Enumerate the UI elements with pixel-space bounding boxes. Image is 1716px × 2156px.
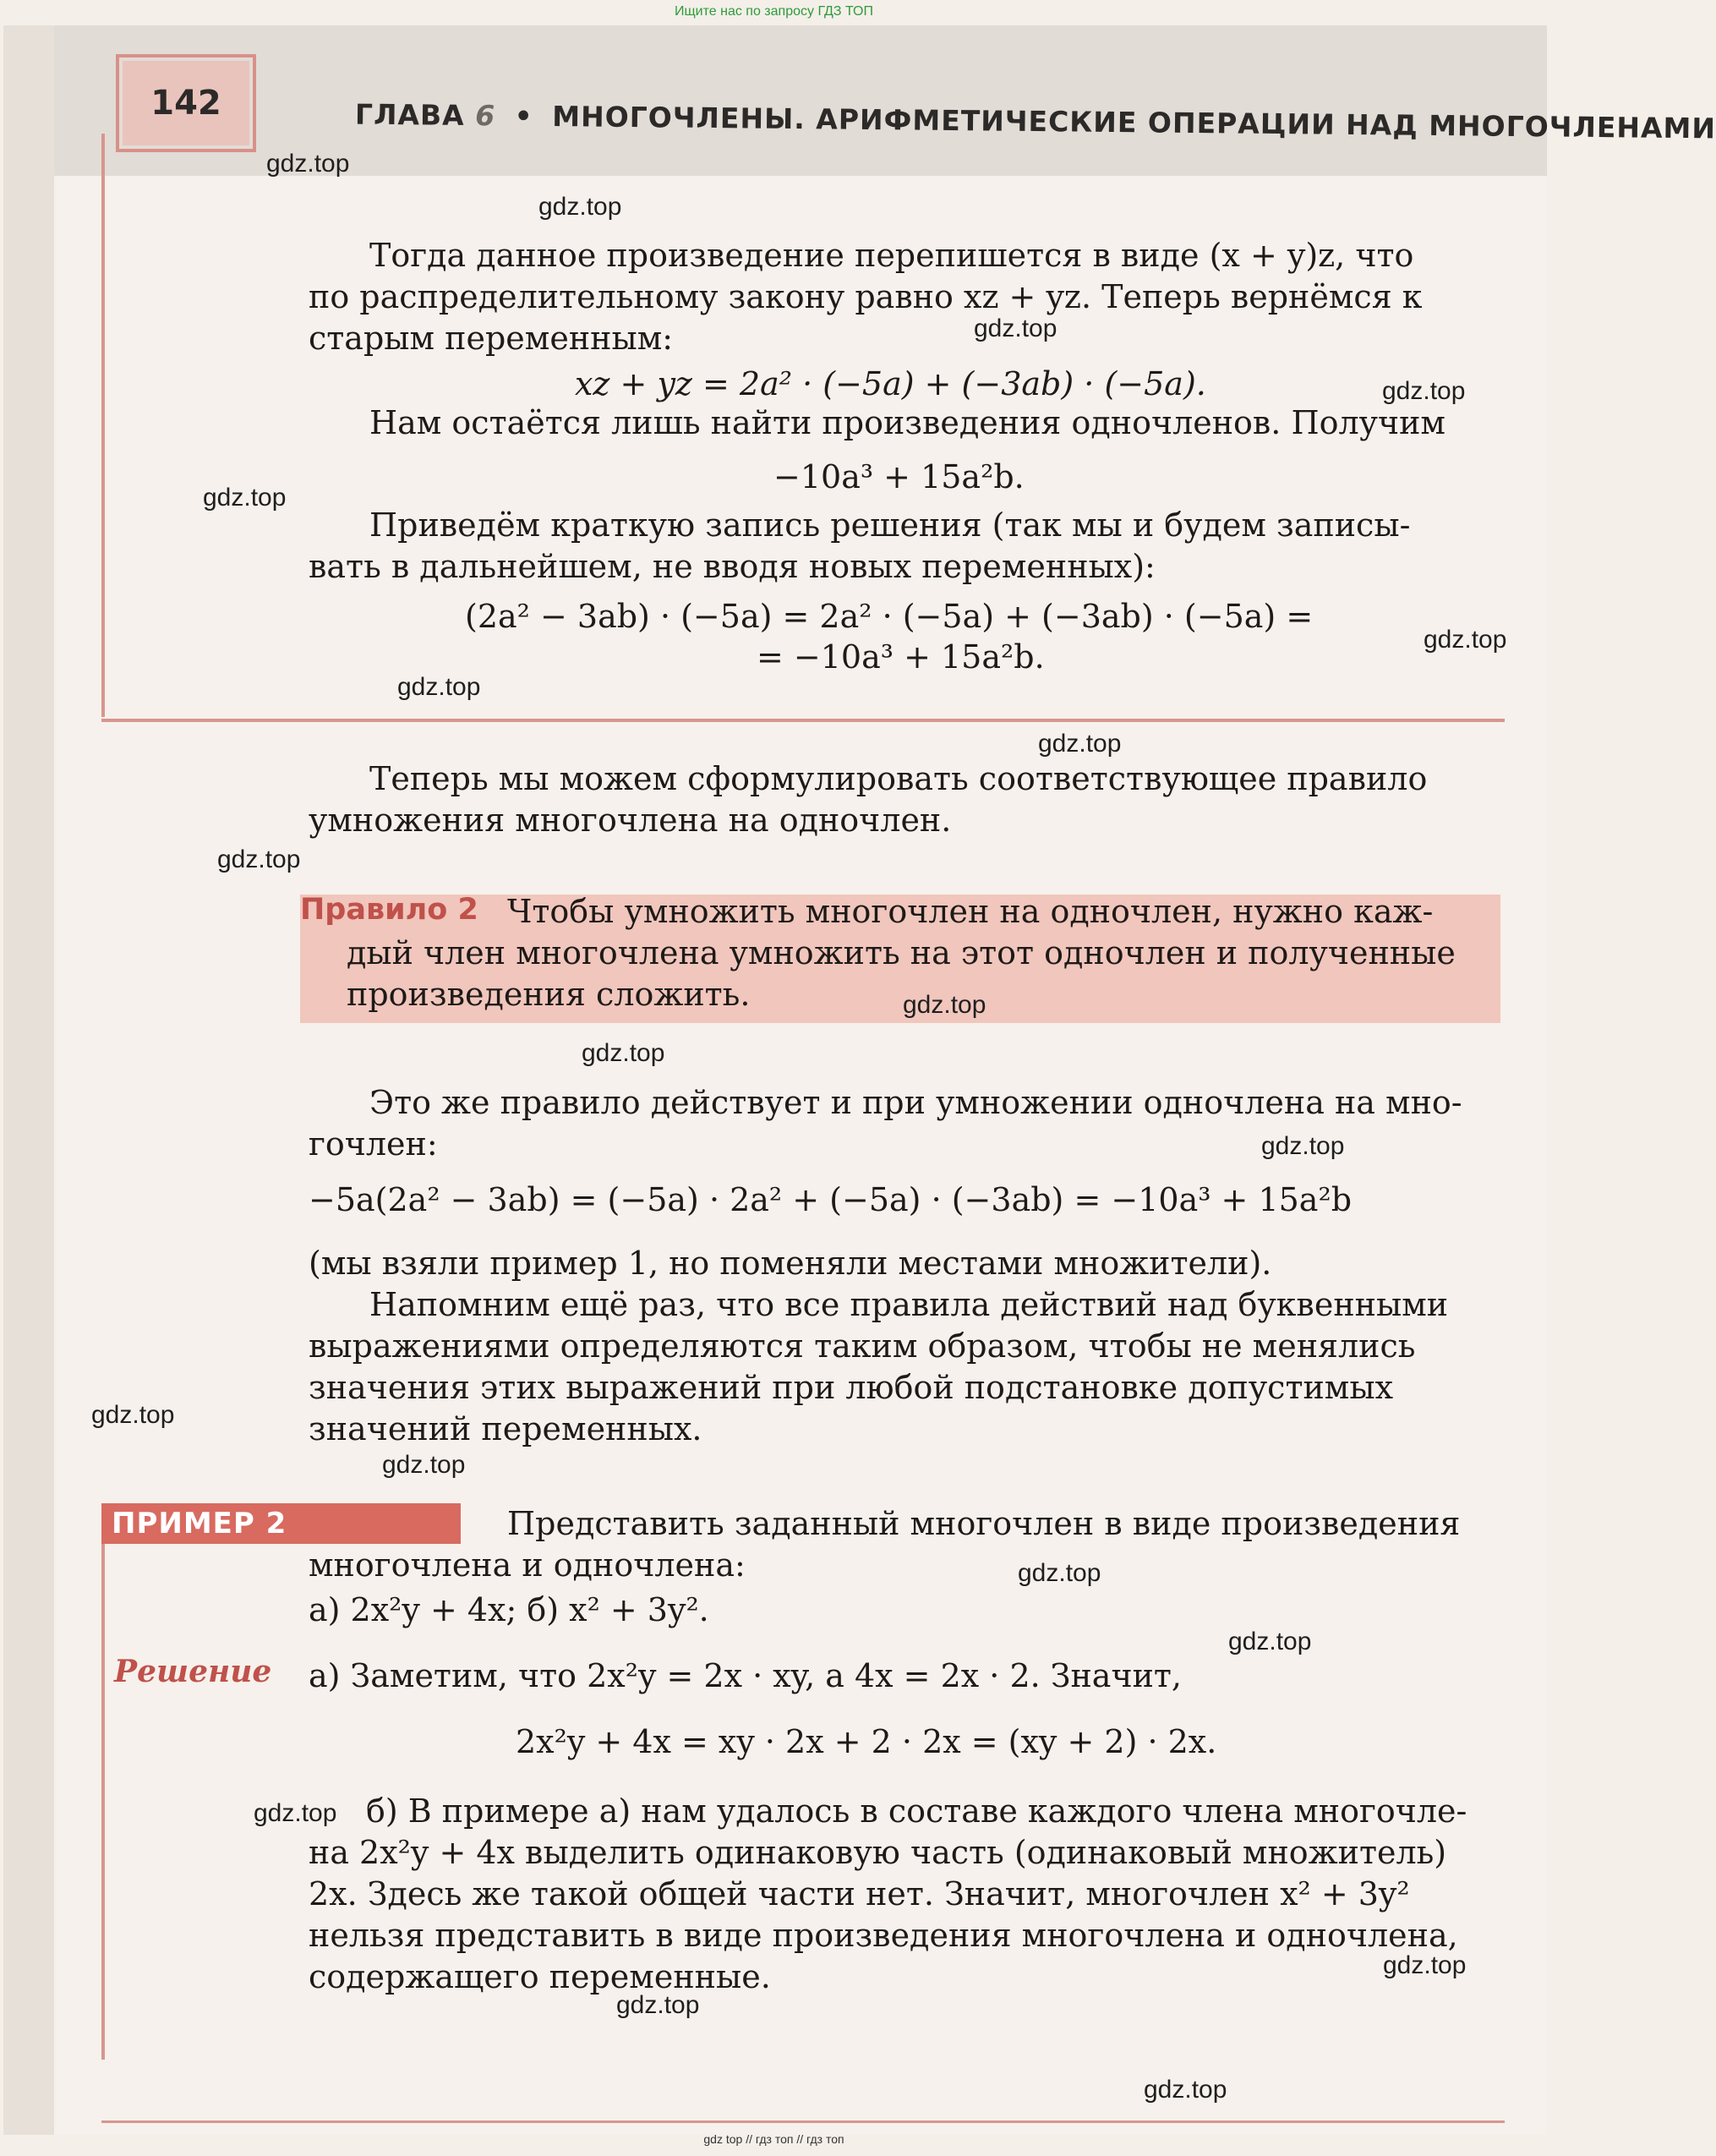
example-label: ПРИМЕР 2 (112, 1507, 287, 1540)
watermark: gdz.top (203, 484, 287, 512)
body-line-5: выражениями определяются таким образом, чтобы не менялись (309, 1327, 1416, 1365)
watermark: gdz.top (382, 1451, 466, 1479)
page-margin-band (3, 25, 54, 2135)
body-line-4: Напомним ещё раз, что все правила действий над буквенными (369, 1286, 1449, 1323)
rule-line-3: произведения сложить. (347, 976, 751, 1013)
box-line-2: по распределительному закону равно xz + yz. Теперь вернёмся к (309, 278, 1423, 315)
solution-b-line-2: на 2x²y + 4x выделить одинаковую часть (одинаковый множитель) (309, 1834, 1447, 1871)
box-left-rule (101, 134, 105, 717)
watermark: gdz.top (1018, 1559, 1101, 1587)
box-formula-3b: = −10a³ + 15a²b. (757, 638, 1045, 676)
box-formula-2: −10a³ + 15a²b. (773, 458, 1025, 495)
solution-a-line-1: а) Заметим, что 2x²y = 2x · xy, а 4x = 2x · 2. Значит, (309, 1657, 1182, 1694)
chapter-name: МНОГОЧЛЕНЫ. АРИФМЕТИЧЕСКИЕ ОПЕРАЦИИ НАД МНОГОЧЛЕНАМИ (552, 100, 1716, 145)
body-line-7: значений переменных. (309, 1410, 702, 1447)
box-line-1: Тогда данное произведение перепишется в виде (x + y)z, что (369, 237, 1414, 274)
box-line-6: вать в дальнейшем, не вводя новых переменных): (309, 548, 1156, 585)
example-left-rule (101, 1544, 105, 2060)
top-banner: Ищите нас по запросу ГДЗ ТОП (675, 4, 873, 19)
example-tasks: а) 2x²y + 4x; б) x² + 3y². (309, 1591, 709, 1628)
watermark: gdz.top (91, 1401, 175, 1429)
rule-line-1: Чтобы умножить многочлен на одночлен, нужно каж- (507, 893, 1434, 930)
chapter-bullet: • (514, 99, 533, 133)
watermark: gdz.top (1383, 1951, 1467, 1979)
footer-text: gdz top // гдз топ // гдз топ (703, 2132, 844, 2146)
box-formula-3a: (2a² − 3ab) · (−5a) = 2a² · (−5a) + (−3ab) · (−5a) = (465, 598, 1314, 635)
body-line-1: Это же правило действует и при умножении одночлена на мно- (369, 1084, 1462, 1121)
box-line-3: старым переменным: (309, 320, 674, 357)
watermark: gdz.top (1382, 377, 1466, 405)
intro-line-2: умножения многочлена на одночлен. (309, 802, 952, 839)
solution-a-formula: 2x²y + 4x = xy · 2x + 2 · 2x = (xy + 2) · 2x. (516, 1723, 1217, 1760)
solution-b-line-5: содержащего переменные. (309, 1958, 771, 1995)
solution-label: Решение (114, 1654, 272, 1689)
page-number: 142 (123, 61, 249, 145)
solution-b-line-1: б) В примере а) нам удалось в составе каждого члена многочле- (366, 1792, 1467, 1830)
solution-b-line-4: нельзя представить в виде произведения многочлена и одночлена, (309, 1917, 1458, 1954)
intro-line-1: Теперь мы можем сформулировать соответствующее правило (369, 760, 1428, 797)
watermark: gdz.top (974, 315, 1057, 342)
watermark: gdz.top (538, 193, 622, 221)
box-formula-1: xz + yz = 2a² · (−5a) + (−3ab) · (−5a). (575, 365, 1206, 402)
watermark: gdz.top (582, 1039, 665, 1067)
body-line-3: (мы взяли пример 1, но поменяли местами множители). (309, 1245, 1272, 1282)
example-line-1: Представить заданный многочлен в виде произведения (507, 1505, 1461, 1542)
chapter-number: 6 (475, 99, 496, 133)
watermark: gdz.top (397, 673, 481, 701)
watermark: gdz.top (616, 1991, 700, 2019)
watermark: gdz.top (903, 991, 986, 1019)
body-formula: −5a(2a² − 3ab) = (−5a) · 2a² + (−5a) · (−3ab) = −10a³ + 15a²b (309, 1181, 1353, 1218)
box-line-4: Нам остаётся лишь найти произведения одночленов. Получим (369, 404, 1445, 441)
watermark: gdz.top (1038, 730, 1122, 758)
solution-b-line-3: 2x. Здесь же такой общей части нет. Значит, многочлен x² + 3y² (309, 1875, 1410, 1912)
watermark: gdz.top (1228, 1628, 1312, 1655)
body-line-6: значения этих выражений при любой подстановке допустимых (309, 1369, 1394, 1406)
watermark: gdz.top (1144, 2076, 1227, 2104)
chapter-word: ГЛАВА (354, 97, 465, 132)
watermark: gdz.top (217, 845, 301, 873)
watermark: gdz.top (266, 150, 350, 178)
box-line-5: Приведём краткую запись решения (так мы и будем записы- (369, 506, 1411, 544)
rule-line-2: дый член многочлена умножить на этот одночлен и полученные (347, 934, 1456, 971)
example-line-2: многочлена и одночлена: (309, 1546, 746, 1584)
watermark: gdz.top (1424, 626, 1507, 654)
rule-label: Правило 2 (300, 893, 478, 927)
watermark: gdz.top (254, 1799, 337, 1827)
watermark: gdz.top (1261, 1132, 1345, 1160)
bottom-rule (101, 2120, 1505, 2123)
body-line-2: гочлен: (309, 1125, 438, 1163)
box-bottom-rule (101, 719, 1505, 722)
